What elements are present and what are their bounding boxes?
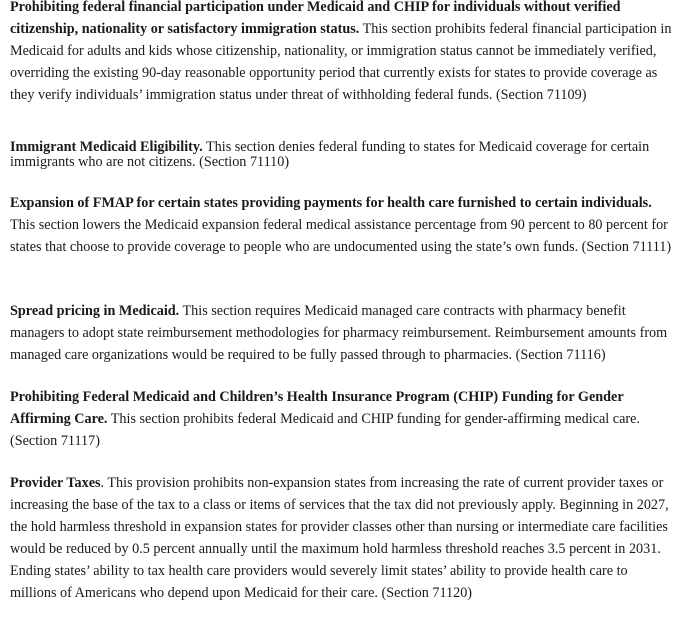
section-fmap-expansion: [10, 192, 672, 258]
section-text: This section denies federal funding to states for Medicaid coverage for certain immigrants who are not citizens. (Section 71110): [10, 139, 650, 170]
section-heading: Immigrant Medicaid Eligibility.: [10, 139, 203, 155]
section-heading: Expansion of FMAP for certain states providing payments for health care furnished to certain individuals.: [10, 195, 652, 211]
section-spread-pricing: [10, 300, 672, 366]
section-text: . This provision prohibits non-expansion states from increasing the rate of current provider taxes or increasing the base of the tax to a class or items of services that the tax did not previously apply. Beginning in 2027, the hold harmless threshold in expansion states for provider classes other than nursing or intermediate care facilities would be reduced by 0.5 percent annually until the maximum hold harmless threshold reaches 3.5 percent in 2031. Ending states’ ability to tax health care providers would severely limit states’ ability to provide health care to millions of Americans who depend upon Medicaid for their care. (Section 71120): [10, 475, 669, 601]
section-text: This section prohibits federal Medicaid and CHIP funding for gender-affirming medical care. (Section 71117): [10, 411, 640, 449]
section-verified-citizenship: [10, 0, 672, 106]
section-provider-taxes: [10, 472, 672, 604]
section-heading: Provider Taxes: [10, 475, 101, 491]
section-text: This section requires Medicaid managed care contracts with pharmacy benefit managers to adopt state reimbursement methodologies for pharmacy reimbursement. Reimbursement amounts from managed care organizations would be required to be fully passed through to pharmacies. (Section 71116): [10, 303, 668, 363]
section-text: This section prohibits federal financial participation in Medicaid for adults and kids whose citizenship, nationality, or immigration status cannot be immediately verified, overriding the existing 90-day reasonable opportunity period that currently exists for states to provide coverage as they verify individuals’ immigration status under threat of withholding federal funds. (Section 71109): [10, 21, 672, 103]
section-heading: Prohibiting Federal Medicaid and Children’s Health Insurance Program (CHIP) Funding for Gender Affirming Care.: [10, 389, 624, 427]
section-heading: Spread pricing in Medicaid.: [10, 303, 180, 319]
section-heading: Prohibiting federal financial participation under Medicaid and CHIP for individuals without verified citizenship, nationality or satisfactory immigration status.: [10, 0, 621, 37]
section-immigrant-eligibility: [10, 140, 672, 170]
section-gender-affirming-care: [10, 386, 672, 452]
section-text: This section lowers the Medicaid expansion federal medical assistance percentage from 90 percent to 80 percent for states that choose to provide coverage to people who are undocumented using the state’s own funds. (Section 71111): [10, 217, 672, 255]
